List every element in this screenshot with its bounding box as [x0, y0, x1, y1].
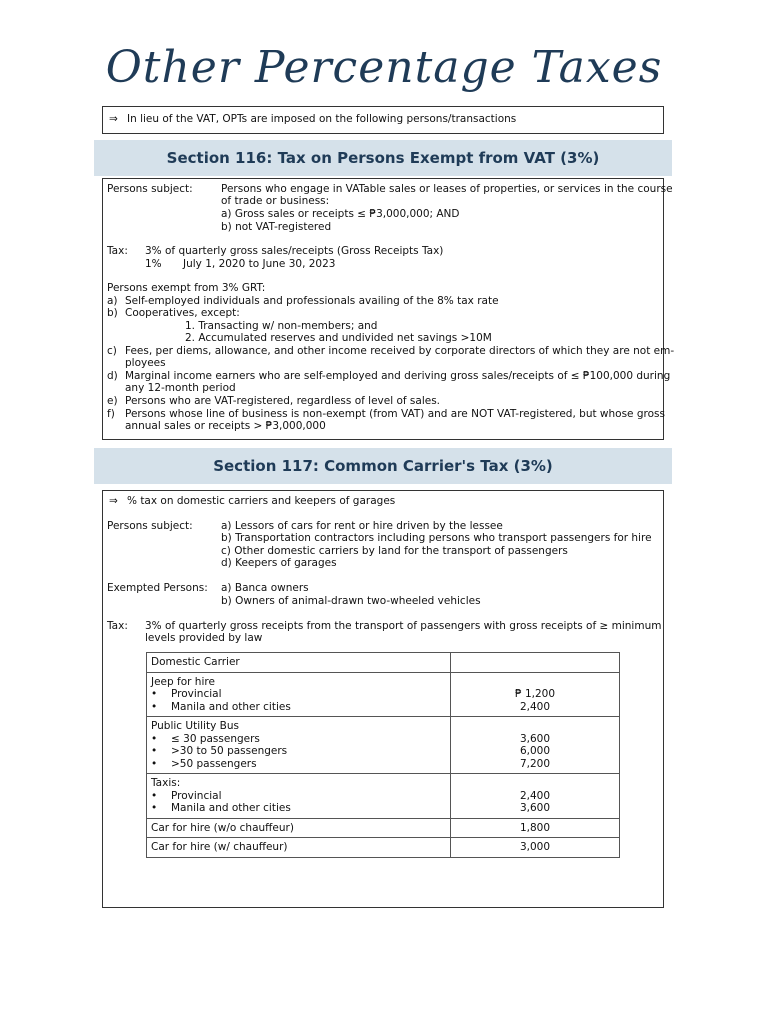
persons-subject-item: b) Transportation contractors including persons who transport passengers for hire	[221, 532, 652, 544]
minimum-receipts-table	[146, 652, 620, 858]
tax-text: 3% of quarterly gross receipts from the transport of passengers with gross receipts of ≥ minimum	[145, 620, 662, 632]
bullet-icon: •	[151, 688, 158, 700]
row-label: Manila and other cities	[171, 802, 291, 814]
tax-label: Tax:	[107, 245, 128, 257]
row-amount: 6,000	[519, 745, 551, 757]
exempt-item: Persons who are VAT-registered, regardless of level of sales.	[125, 395, 441, 407]
exempted-item: b) Owners of animal-drawn two-wheeled vehicles	[221, 595, 481, 607]
tax-text: levels provided by law	[145, 632, 263, 644]
exempted-item: a) Banca owners	[221, 582, 309, 594]
table-row	[147, 838, 620, 858]
persons-subject-label: Persons subject:	[107, 520, 193, 532]
tax-period: July 1, 2020 to June 30, 2023	[183, 258, 336, 270]
bullet-icon: •	[151, 700, 158, 713]
section-117-intro: % tax on domestic carriers and keepers of garages	[127, 495, 396, 507]
exempt-item: ployees	[125, 357, 166, 369]
row-label: Provincial	[171, 789, 222, 802]
exempt-item: Persons whose line of business is non-exempt (from VAT) and are NOT VAT-registered, but whose gross	[125, 408, 665, 420]
row-label: Car for hire (w/o chauffeur)	[147, 818, 451, 838]
arrow-icon: ⇒	[109, 113, 118, 125]
table-row	[147, 818, 620, 838]
exempt-item: Fees, per diems, allowance, and other income received by corporate directors of which they are not em-	[125, 345, 675, 357]
row-label: Car for hire (w/ chauffeur)	[147, 838, 451, 858]
table-header-row	[147, 653, 620, 673]
exempt-item: annual sales or receipts > ₱3,000,000	[125, 420, 326, 432]
page-title: Other Percentage Taxes	[105, 42, 663, 93]
intro-box	[102, 106, 664, 134]
row-amount: 2,400	[519, 700, 551, 713]
bullet-icon: •	[151, 732, 158, 745]
row-label: ≤ 30 passengers	[171, 732, 260, 745]
row-amount: 7,200	[519, 757, 551, 770]
row-amount: 1,800	[451, 818, 620, 838]
persons-subject-condition: a) Gross sales or receipts ≤ ₱3,000,000; AND	[221, 208, 460, 220]
row-label: Manila and other cities	[171, 700, 291, 713]
coop-exception: 2. Accumulated reserves and undivided net savings >10M	[185, 332, 492, 344]
table-header: Domestic Carrier	[147, 653, 451, 673]
persons-subject-item: d) Keepers of garages	[221, 557, 337, 569]
row-group-label: Jeep for hire	[151, 675, 215, 688]
list-marker: f)	[107, 408, 115, 420]
table-row	[147, 672, 620, 717]
table-row	[147, 717, 620, 774]
list-marker: d)	[107, 370, 118, 382]
list-marker: c)	[107, 345, 117, 357]
exempt-item: any 12-month period	[125, 382, 236, 394]
row-amount: 2,400	[519, 789, 551, 802]
persons-subject-item: c) Other domestic carriers by land for the transport of passengers	[221, 545, 568, 557]
bullet-icon: •	[151, 757, 158, 770]
row-amount: 3,600	[519, 802, 551, 814]
list-marker: e)	[107, 395, 118, 407]
exempt-item: Cooperatives, except:	[125, 307, 240, 319]
exempt-item: Self-employed individuals and professionals availing of the 8% tax rate	[125, 295, 499, 307]
row-label: >30 to 50 passengers	[171, 745, 288, 757]
tax-label: Tax:	[107, 620, 128, 632]
arrow-icon: ⇒	[109, 495, 118, 507]
list-marker: a)	[107, 295, 118, 307]
bullet-icon: •	[151, 745, 158, 757]
section-116-heading: Section 116: Tax on Persons Exempt from VAT (3%)	[94, 140, 672, 176]
persons-subject-line: Persons who engage in VATable sales or leases of properties, or services in the course	[221, 183, 673, 195]
persons-subject-line: of trade or business:	[221, 195, 330, 207]
exempted-label: Exempted Persons:	[107, 582, 208, 594]
section-117-heading: Section 117: Common Carrier's Tax (3%)	[94, 448, 672, 484]
row-group-label: Public Utility Bus	[151, 720, 239, 732]
list-marker: b)	[107, 307, 118, 319]
exempt-item: Marginal income earners who are self-employed and deriving gross sales/receipts of ≤ ₱100,000 during	[125, 370, 671, 382]
persons-subject-item: a) Lessors of cars for rent or hire driven by the lessee	[221, 520, 503, 532]
tax-rate: 1%	[145, 258, 162, 270]
row-label: Provincial	[171, 688, 222, 700]
exempt-heading: Persons exempt from 3% GRT:	[107, 282, 266, 294]
row-amount: 3,000	[451, 838, 620, 858]
tax-text: 3% of quarterly gross sales/receipts (Gross Receipts Tax)	[145, 245, 444, 257]
persons-subject-label: Persons subject:	[107, 183, 193, 195]
persons-subject-condition: b) not VAT-registered	[221, 221, 332, 233]
row-label: >50 passengers	[171, 757, 257, 770]
intro-text: In lieu of the VAT, OPTs are imposed on the following persons/transactions	[127, 113, 517, 125]
row-amount: ₱ 1,200	[514, 688, 556, 700]
table-row	[147, 774, 620, 819]
bullet-icon: •	[151, 802, 158, 814]
row-group-label: Taxis:	[151, 777, 181, 789]
row-amount: 3,600	[519, 732, 551, 745]
section-116-box	[102, 178, 675, 440]
bullet-icon: •	[151, 789, 158, 802]
coop-exception: 1. Transacting w/ non-members; and	[185, 320, 378, 332]
